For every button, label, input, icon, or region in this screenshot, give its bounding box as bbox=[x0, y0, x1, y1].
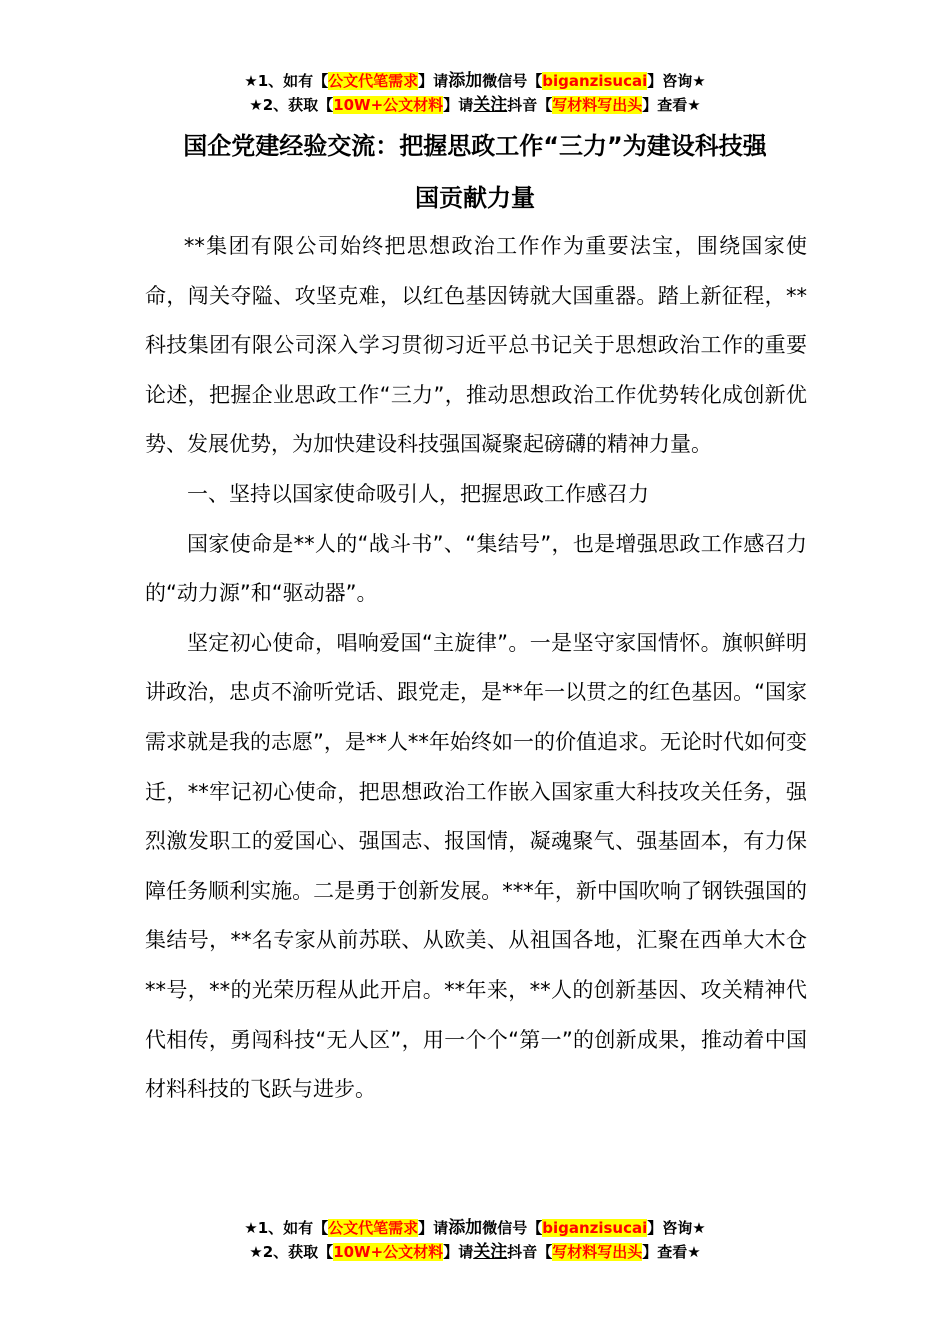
title-line-1: 国企党建经验交流：把握思政工作“三力”为建设科技强 bbox=[183, 132, 767, 160]
document-title bbox=[145, 120, 805, 224]
promo-text: 】咨询★ bbox=[647, 72, 706, 90]
promo-emphasis: 添加 bbox=[448, 1218, 483, 1238]
promo-highlight: biganzisucai bbox=[542, 1219, 648, 1237]
promo-text: 抖音【 bbox=[507, 1243, 553, 1261]
promo-emphasis: 关注 bbox=[473, 1242, 508, 1262]
promo-text: 】请 bbox=[443, 96, 474, 114]
promo-text: 】请 bbox=[418, 1219, 449, 1237]
promo-highlight: biganzisucai bbox=[542, 72, 648, 90]
promo-text: 】查看★ bbox=[642, 96, 701, 114]
promo-banner-top bbox=[0, 69, 950, 117]
promo-highlight: 公文代笔需求 bbox=[328, 72, 419, 90]
paragraph: 国家使命是**人的“战斗书”、“集结号”，也是增强思政工作感召力的“动力源”和“驱动器”。 bbox=[145, 531, 807, 606]
promo-text: 】请 bbox=[418, 72, 449, 90]
promo-text: 微信号【 bbox=[482, 1219, 543, 1237]
promo-text: 】查看★ bbox=[642, 1243, 701, 1261]
promo-text: ★2、获取【 bbox=[249, 1243, 334, 1261]
promo-text: 】咨询★ bbox=[647, 1219, 706, 1237]
promo-text: 微信号【 bbox=[482, 72, 543, 90]
promo-highlight: 10W+公文材料 bbox=[333, 96, 444, 114]
promo-highlight: 10W+公文材料 bbox=[333, 1243, 444, 1261]
promo-text: 抖音【 bbox=[507, 96, 553, 114]
section-heading: 一、坚持以国家使命吸引人，把握思政工作感召力 bbox=[187, 481, 649, 506]
promo-highlight: 公文代笔需求 bbox=[328, 1219, 419, 1237]
promo-highlight: 写材料写出头 bbox=[552, 96, 643, 114]
promo-line-2 bbox=[0, 1240, 950, 1264]
promo-text: 】请 bbox=[443, 1243, 474, 1261]
promo-emphasis: 关注 bbox=[473, 95, 508, 115]
promo-text: ★1、如有【 bbox=[244, 1219, 329, 1237]
promo-line-2 bbox=[0, 93, 950, 117]
promo-emphasis: 添加 bbox=[448, 71, 483, 91]
title-line-2: 国贡献力量 bbox=[415, 184, 535, 212]
promo-banner-bottom bbox=[0, 1216, 950, 1264]
promo-text: ★2、获取【 bbox=[249, 96, 334, 114]
promo-text: ★1、如有【 bbox=[244, 72, 329, 90]
document-body bbox=[145, 222, 807, 1115]
promo-line-1 bbox=[0, 1216, 950, 1240]
promo-line-1 bbox=[0, 69, 950, 93]
promo-highlight: 写材料写出头 bbox=[552, 1243, 643, 1261]
paragraph: 坚定初心使命，唱响爱国“主旋律”。一是坚守家国情怀。旗帜鲜明讲政治，忠贞不渝听党话、跟党走，是**年一以贯之的红色基因。“国家需求就是我的志愿”，是**人**年始终如一的价值追求。无论时代如何变迁，**牢记初心使命，把思想政治工作嵌入国家重大科技攻关任务，强烈激发职工的爱国心、强国志、报国情，凝魂聚气、强基固本，有力保障任务顺利实施。二是勇于创新发展。***年，新中国吹响了钢铁强国的集结号，**名专家从前苏联、从欧美、从祖国各地，汇聚在西单大木仓**号，**的光荣历程从此开启。**年来，**人的创新基因、攻关精神代代相传，勇闯科技“无人区”，用一个个“第一”的创新成果，推动着中国材料科技的飞跃与进步。 bbox=[145, 630, 807, 1102]
paragraph-intro: **集团有限公司始终把思想政治工作作为重要法宝，围绕国家使命，闯关夺隘、攻坚克难，以红色基因铸就大国重器。踏上新征程，**科技集团有限公司深入学习贯彻习近平总书记关于思想政治工作的重要论述，把握企业思政工作“三力”，推动思想政治工作优势转化成创新优势、发展优势，为加快建设科技强国凝聚起磅礴的精神力量。 bbox=[145, 234, 807, 457]
